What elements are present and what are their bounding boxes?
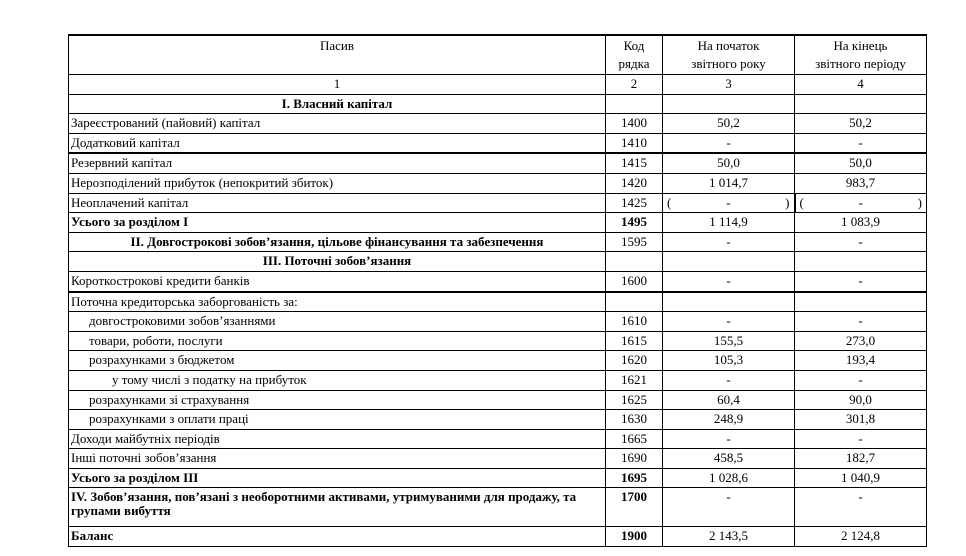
table-row — [69, 153, 927, 173]
row-start-value: - — [663, 133, 795, 153]
row-start-value: 155,5 — [663, 331, 795, 351]
row-code: 1410 — [606, 133, 663, 153]
row-end-value: 983,7 — [795, 173, 927, 193]
table-row — [69, 173, 927, 193]
row-code: 1700 — [606, 488, 663, 527]
row-label: розрахунками з оплати праці — [69, 410, 606, 430]
header-liabilities-label: Пасив — [319, 38, 355, 53]
row-code: 1415 — [606, 153, 663, 173]
row-start-value: - — [663, 488, 795, 527]
row-label: Усього за розділом І — [69, 213, 606, 233]
value: - — [726, 194, 731, 210]
section-row-equity — [69, 94, 927, 114]
row-label: товари, роботи, послуги — [69, 331, 606, 351]
column-number-row — [69, 75, 927, 95]
column-number-1: 1 — [69, 75, 606, 95]
table-row — [69, 429, 927, 449]
row-start-value: 50,2 — [663, 114, 795, 134]
header-start-line1: На початок — [697, 38, 760, 53]
row-end-value: 90,0 — [795, 390, 927, 410]
table-row — [69, 410, 927, 430]
paren-open: ( — [667, 194, 672, 210]
row-end-value: 1 083,9 — [795, 213, 927, 233]
row-label: Резервний капітал — [69, 153, 606, 173]
row-code: 1665 — [606, 429, 663, 449]
row-label: Доходи майбутніх періодів — [69, 429, 606, 449]
row-code: 1625 — [606, 390, 663, 410]
header-end-of-period — [795, 35, 927, 75]
table-row — [69, 312, 927, 332]
row-end-value: 50,2 — [795, 114, 927, 134]
header-code-line1: Код — [623, 38, 645, 53]
row-label: Зареєстрований (пайовий) капітал — [69, 114, 606, 134]
row-end-value: - — [795, 232, 927, 252]
row-label: у тому числі з податку на прибуток — [69, 370, 606, 390]
row-end-value: 1 040,9 — [795, 468, 927, 488]
table-row — [69, 351, 927, 371]
row-start-value: 60,4 — [663, 390, 795, 410]
table-row — [69, 133, 927, 153]
row-end-value: 301,8 — [795, 410, 927, 430]
row-start-value — [663, 193, 795, 213]
row-label: розрахунками зі страхування — [69, 390, 606, 410]
row-code: 1615 — [606, 331, 663, 351]
row-end-value: - — [795, 312, 927, 332]
row-label: ІІ. Довгострокові зобов’язання, цільове фінансування та забезпечення — [69, 232, 606, 252]
row-end-value — [795, 252, 927, 272]
table-row — [69, 271, 927, 291]
row-end-value: - — [795, 370, 927, 390]
row-end-value — [795, 292, 927, 312]
row-end-value: 182,7 — [795, 449, 927, 469]
row-start-value — [663, 94, 795, 114]
header-code-line2: рядка — [618, 56, 650, 71]
total-row-section-1 — [69, 213, 927, 233]
row-label: Усього за розділом ІІІ — [69, 468, 606, 488]
column-number-4: 4 — [795, 75, 927, 95]
row-start-value: 2 143,5 — [663, 527, 795, 547]
row-label: Додатковий капітал — [69, 133, 606, 153]
row-code — [606, 252, 663, 272]
row-end-value: 50,0 — [795, 153, 927, 173]
row-label: IV. Зобов’язання, пов’язані з необоротними активами, утримуваними для продажу, та групами вибуття — [69, 488, 606, 527]
row-code: 1630 — [606, 410, 663, 430]
row-code: 1595 — [606, 232, 663, 252]
row-end-value — [795, 94, 927, 114]
row-start-value: - — [663, 271, 795, 291]
table-row — [69, 193, 927, 213]
row-end-value: - — [795, 133, 927, 153]
row-code: 1495 — [606, 213, 663, 233]
row-start-value: 105,3 — [663, 351, 795, 371]
row-label: Баланс — [69, 527, 606, 547]
row-end-value: 193,4 — [795, 351, 927, 371]
paren-close: ) — [785, 194, 790, 210]
table-row — [69, 114, 927, 134]
table-row — [69, 331, 927, 351]
row-start-value: 1 028,6 — [663, 468, 795, 488]
row-label: Неоплачений капітал — [69, 193, 606, 213]
row-start-value: - — [663, 232, 795, 252]
row-start-value: - — [663, 312, 795, 332]
total-row-section-3 — [69, 468, 927, 488]
row-start-value: 1 014,7 — [663, 173, 795, 193]
row-end-value: - — [795, 488, 927, 527]
row-start-value: 1 114,9 — [663, 213, 795, 233]
table-row — [69, 449, 927, 469]
column-number-3: 3 — [663, 75, 795, 95]
row-start-value — [663, 252, 795, 272]
row-code: 1425 — [606, 193, 663, 213]
section-row-long-term — [69, 232, 927, 252]
row-label: І. Власний капітал — [69, 94, 606, 114]
balance-liabilities-table — [68, 34, 927, 547]
row-start-value — [663, 292, 795, 312]
row-label: розрахунками з бюджетом — [69, 351, 606, 371]
row-code: 1621 — [606, 370, 663, 390]
row-end-value — [795, 193, 927, 213]
row-code: 1420 — [606, 173, 663, 193]
row-end-value: 273,0 — [795, 331, 927, 351]
row-code: 1900 — [606, 527, 663, 547]
row-code: 1400 — [606, 114, 663, 134]
row-code — [606, 292, 663, 312]
header-start-line2: звітного року — [691, 56, 766, 71]
header-end-line2: звітного періоду — [815, 56, 906, 71]
table-row — [69, 370, 927, 390]
section-row-current — [69, 252, 927, 272]
value: - — [858, 194, 863, 210]
header-end-line1: На кінець — [833, 38, 888, 53]
row-end-value: - — [795, 429, 927, 449]
row-code — [606, 94, 663, 114]
row-label: Інші поточні зобов’язання — [69, 449, 606, 469]
header-row-code — [606, 35, 663, 75]
row-start-value: - — [663, 429, 795, 449]
header-start-of-year — [663, 35, 795, 75]
row-code: 1620 — [606, 351, 663, 371]
table-row — [69, 390, 927, 410]
row-label: Нерозподілений прибуток (непокритий збиток) — [69, 173, 606, 193]
row-start-value: - — [663, 370, 795, 390]
row-start-value: 458,5 — [663, 449, 795, 469]
row-code: 1690 — [606, 449, 663, 469]
row-code: 1600 — [606, 271, 663, 291]
paren-open: ( — [799, 194, 804, 210]
header-row — [69, 35, 927, 75]
row-label: Поточна кредиторська заборгованість за: — [69, 292, 606, 312]
row-code: 1610 — [606, 312, 663, 332]
paren-close: ) — [917, 194, 922, 210]
row-label: довгостроковими зобов’язаннями — [69, 312, 606, 332]
row-code: 1695 — [606, 468, 663, 488]
row-label: ІІІ. Поточні зобов’язання — [69, 252, 606, 272]
column-number-2: 2 — [606, 75, 663, 95]
header-liabilities — [69, 35, 606, 75]
row-label: Короткострокові кредити банків — [69, 271, 606, 291]
row-end-value: 2 124,8 — [795, 527, 927, 547]
row-start-value: 248,9 — [663, 410, 795, 430]
row-start-value: 50,0 — [663, 153, 795, 173]
row-end-value: - — [795, 271, 927, 291]
section-row-held-for-sale — [69, 488, 927, 527]
table-row — [69, 292, 927, 312]
balance-total-row — [69, 527, 927, 547]
